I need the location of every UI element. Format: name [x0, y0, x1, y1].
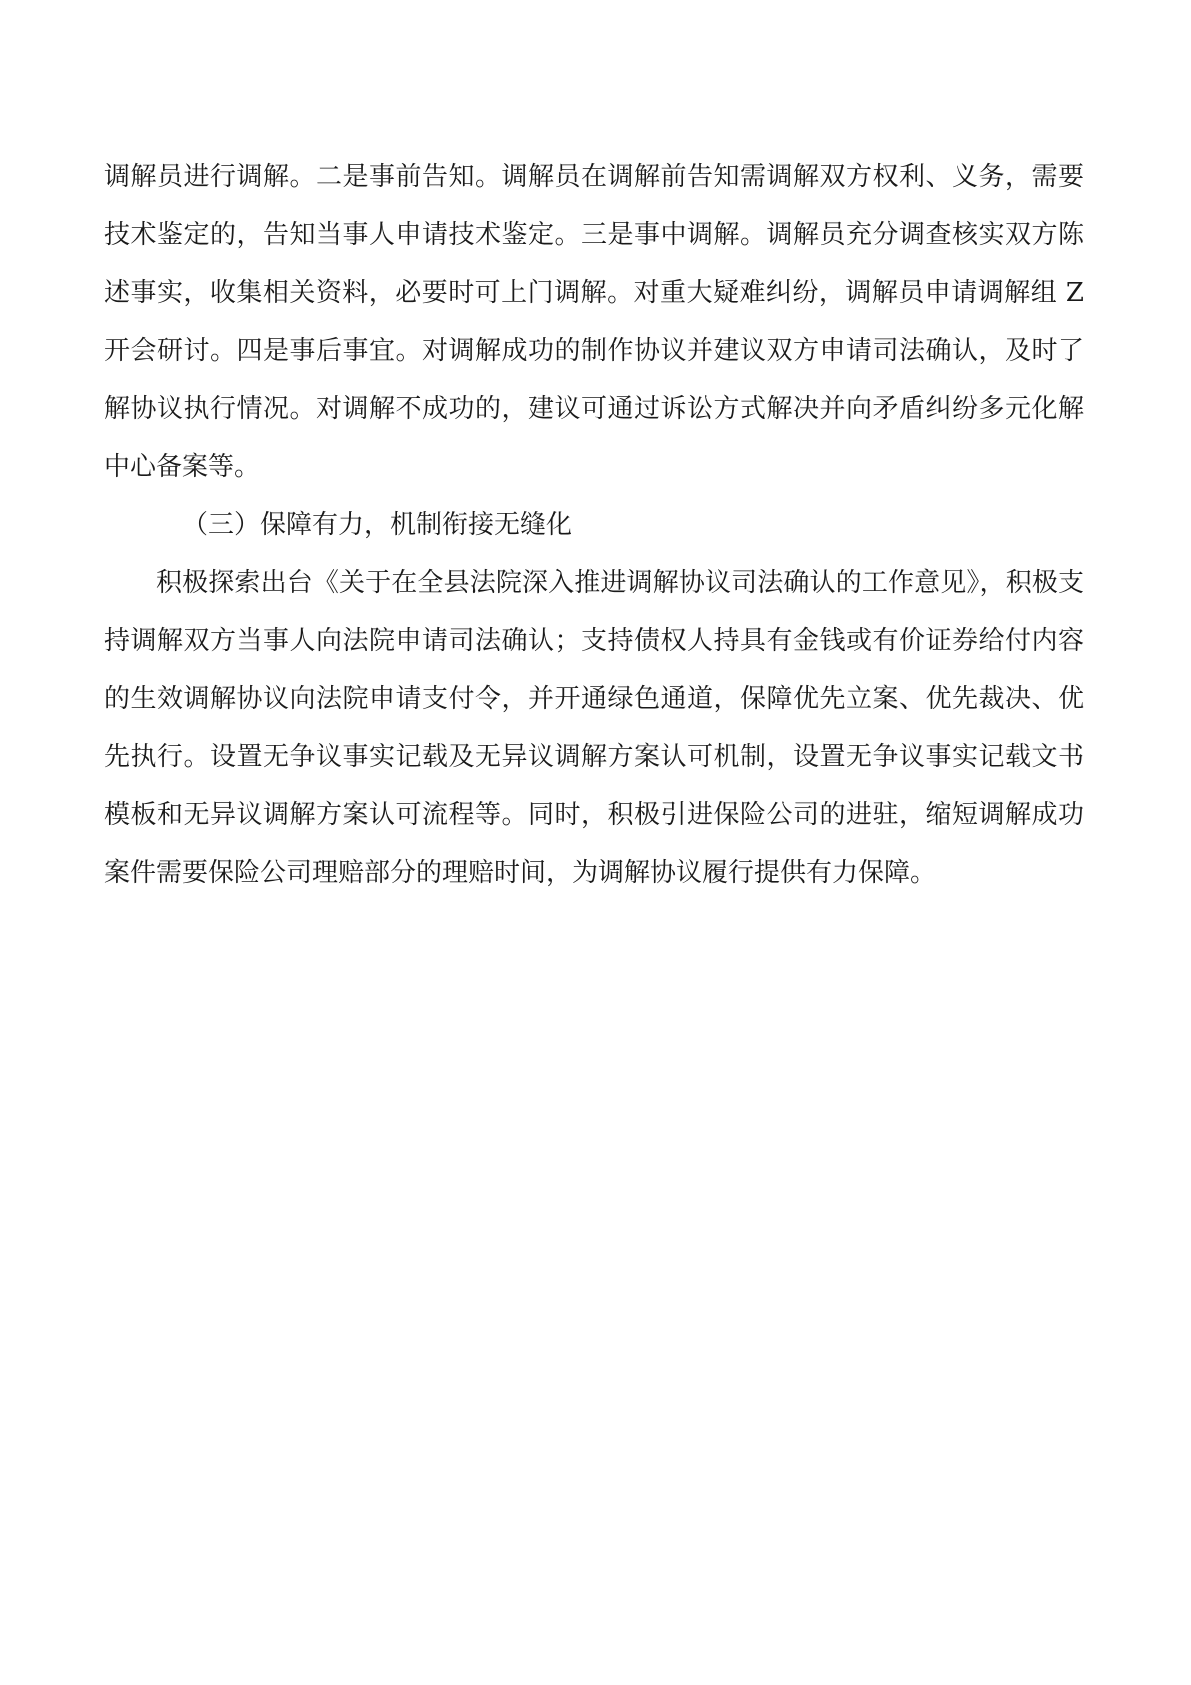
document-body [104, 148, 1084, 902]
paragraph-continuation: 调解员进行调解。二是事前告知。调解员在调解前告知需调解双方权利、义务，需要技术鉴定的，告知当事人申请技术鉴定。三是事中调解。调解员充分调查核实双方陈述事实，收集相关资料，必要时可上门调解。对重大疑难纠纷，调解员申请调解组 Z 开会研讨。四是事后事宜。对调解成功的制作协议并建议双方申请司法确认，及时了解协议执行情况。对调解不成功的，建议可通过诉讼方式解决并向矛盾纠纷多元化解中心备案等。 [104, 162, 1084, 482]
paragraph-body: 积极探索出台《关于在全县法院深入推进调解协议司法确认的工作意见》，积极支持调解双方当事人向法院申请司法确认；支持债权人持具有金钱或有价证券给付内容的生效调解协议向法院申请支付令，并开通绿色通道，保障优先立案、优先裁决、优先执行。设置无争议事实记载及无异议调解方案认可机制，设置无争议事实记载文书模板和无异议调解方案认可流程等。同时，积极引进保险公司的进驻，缩短调解成功案件需要保险公司理赔部分的理赔时间，为调解协议履行提供有力保障。 [104, 568, 1084, 888]
section-heading: （三）保障有力，机制衔接无缝化 [182, 510, 573, 540]
